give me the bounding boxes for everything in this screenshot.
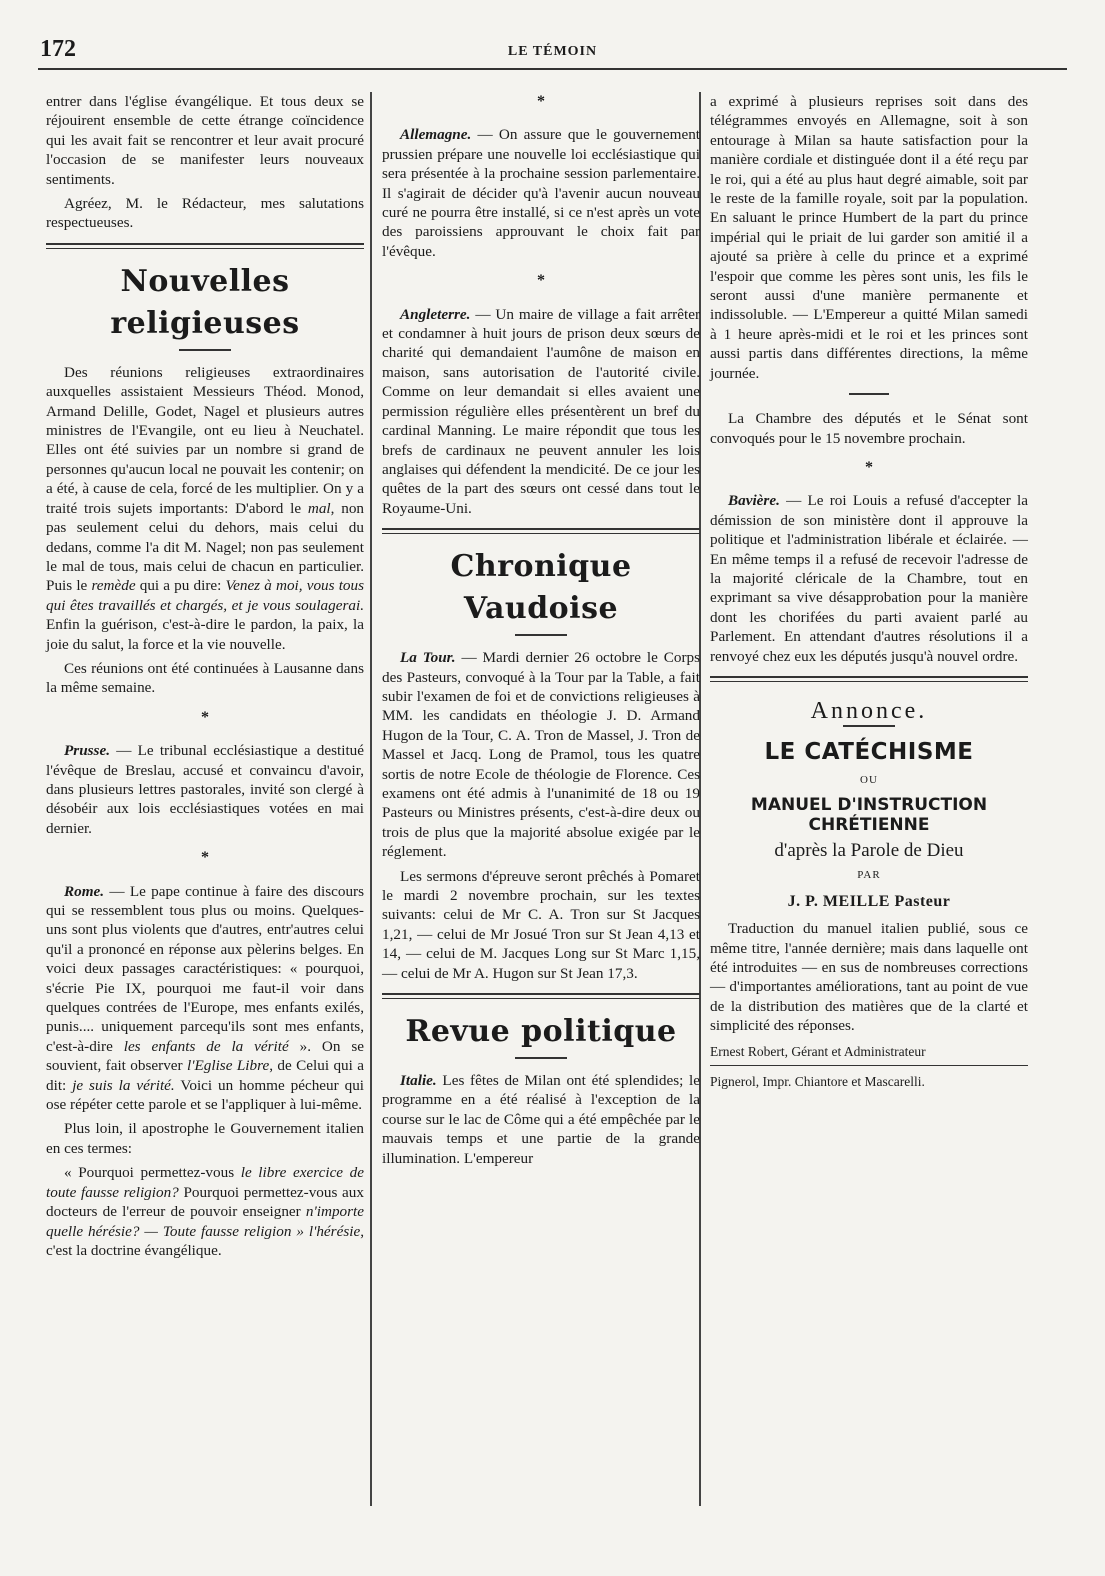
column-1 bbox=[46, 92, 364, 1265]
article-chambre: La Chambre des députés et le Sénat sont convoqués pour le 15 novembre prochain. bbox=[710, 410, 1028, 447]
article-rome-3: « Pourquoi permettez-vous le libre exercice de toute fausse religion? Pourquoi permettez-vous aux docteurs de l'erreur de pouvoir enseigner n'importe quelle hérésie? — Toute fausse religion » l'hérésie, c'est la doctrine évangélique. bbox=[46, 1164, 365, 1259]
section-title-annonce: Annonce. bbox=[810, 697, 928, 724]
separator-asterisk: * bbox=[537, 272, 545, 290]
ad-author: J. P. MEILLE Pasteur bbox=[787, 892, 951, 910]
ad-par: PAR bbox=[857, 869, 881, 882]
article-sermons: Les sermons d'épreuve seront prêchés à Pomaret le mardi 2 novembre prochain, sur les textes suivants: celui de Mr C. A. Tron sur St Jacques 1,21, — celui de Mr Josué Tron sur St Jean 4,13 et 14, — celui de M. Jacques Long sur St Marc 1,15, — celui de Mr A. Hugon sur St Jean 17,3. bbox=[382, 867, 700, 982]
separator-dash bbox=[849, 393, 889, 395]
column-2 bbox=[382, 92, 700, 1173]
article-rome: Rome. — Le pape continue à faire des discours qui se ressemblent tous plus ou moins. Quelques-uns sont plus violents que d'autres, entr'autres celui qu'il a prononcé en réponse aux pèlerins belges. En voici deux passages caractéristiques: « pourquoi, s'écrie Pie IX, pourquoi me faut-il voir dans quelques contrées de l'Europe, mes enfants exilés, punis.... uniquement parcequ'ils sont mes enfants, c'est-à-dire les enfants de la vérité ». On se souvient, fait observer l'Eglise Libre, de Celui qui a dit: je suis la vérité. Voici un homme pécheur qui ose répéter cette parole et se l'appliquer à lui-même. bbox=[46, 882, 365, 1114]
printer-imprint: Pignerol, Impr. Chiantore et Mascarelli. bbox=[710, 1065, 1028, 1091]
section-rule bbox=[382, 993, 700, 999]
keyword-la-tour: La Tour. bbox=[400, 649, 456, 667]
page-number: 172 bbox=[40, 36, 76, 62]
page-header bbox=[38, 30, 1067, 70]
keyword-allemagne: Allemagne. bbox=[400, 126, 472, 144]
separator-asterisk: * bbox=[201, 708, 209, 726]
ad-book-title: LE CATÉCHISME bbox=[764, 739, 974, 766]
section-title-chronique: Chronique Vaudoise bbox=[450, 549, 632, 627]
article-italie-cont: a exprimé à plusieurs reprises soit dans des télégrammes envoyés en Allemagne, soit à son entourage à Milan sa haute satisfaction pour la manière cordiale et distinguée dont il a été reçu par le roi, qui a été au plus haut degré aimable, soit par le reste de la famille royale, soit par la population. En saluant le prince Humbert de la part du prince impérial qui le priait de lui garder son amitié il a ajouté sa prière à celle du prince et a exprimé l'espoir que comme les pères sont unis, les fils le seront aussi d'une manière permanente et indissoluble. — L'Empereur a quitté Milan samedi à 1 heure après-midi et le roi et les princes sont aussi partis dans différentes directions, la même journée. bbox=[710, 93, 1028, 382]
header-rule bbox=[38, 68, 1067, 70]
ad-book-subtitle: d'après la Parole de Dieu bbox=[774, 840, 964, 861]
letter-closing: Agréez, M. le Rédacteur, mes salutations respectueuses. bbox=[46, 195, 364, 232]
title-rule bbox=[515, 1057, 567, 1059]
section-rule bbox=[382, 528, 700, 534]
section-rule bbox=[46, 243, 364, 249]
ad-book-title-2: MANUEL D'INSTRUCTION CHRÉTIENNE bbox=[750, 795, 988, 835]
article-la-tour: La Tour. — Mardi dernier 26 octobre le Corps des Pasteurs, convoqué à la Tour par la Table, a fait subir l'examen de foi et de convictions religieuses à MM. les candidats en théologie J. D. Armand Hugon de la Tour, C. A. Tron de Massel, J. Tron de Massel et Jacq. Long de Pramol, tous les quatre sortis de notre Ecole de théologie de Florence. Ces examens ont été admis à l'unanimité de 18 ou 19 Pasteurs ou Ministres présents, c'est-à-dire deux ou trois de plus que la majorité absolue exigée par le réglement. bbox=[382, 649, 701, 861]
ad-description: Traduction du manuel italien publié, sous ce même titre, l'année dernière; mais dans laquelle ont été introduites — en sus de nombreuses corrections — d'importantes améliorations, tant au point de vue de la distribution des matières que de la clarté et simplicité des réponses. bbox=[710, 920, 1028, 1035]
section-title-revue: Revue politique bbox=[405, 1014, 677, 1050]
separator-asterisk: * bbox=[865, 458, 873, 476]
publisher-signature: Ernest Robert, Gérant et Administrateur bbox=[710, 1043, 926, 1059]
keyword-angleterre: Angleterre. bbox=[400, 305, 471, 323]
article-rome-2: Plus loin, il apostrophe le Gouvernement italien en ces termes: bbox=[46, 1120, 364, 1157]
article-angleterre: Angleterre. — Un maire de village a fait arrêter et condamner à huit jours de prison deux sœurs de charité qui demandaient l'aumône de maison en maison, sans autorisation de l'autorité civile. Comme on leur demandait si elles avaient une permission régulière elles présentèrent un bref du cardinal Manning. Le maire répondit que tous les brefs de cardinaux ne peuvent annuler les lois anglaises qui défendent la mendicité. De ce jour les quêtes de la part des sœurs ont cessé dans tout le Royaume-Uni. bbox=[382, 305, 701, 517]
article-reunions: Des réunions religieuses extraordinaires auxquelles assistaient Messieurs Théod. Monod, Armand Delille, Godet, Nagel et plusieurs autres ministres de l'Evangile, ont eu lieu à Neuchatel. Elles ont été suivies par un nombre si grand de personnes qu'aucun local ne pouvait les contenir; on a été, à cause de cela, forcé de les multiplier. On y a traité trois sujets importants: D'abord le mal, non pas seulement celui du dehors, mais celui du dedans, comme l'a dit M. Nagel; non pas seulement le mal de tous, mais celui de chacun en particulier. Puis le remède qui a pu dire: Venez à moi, vous tous qui êtes travaillés et chargés, et je vous soulagerai. Enfin la guérison, c'est-à-dire le pardon, la paix, la joie du salut, la force et la vie nouvelle. bbox=[46, 363, 365, 653]
article-baviere: Bavière. — Le roi Louis a refusé d'accepter la démission de son ministère dont il approuve la politique et l'administration libérale et éclairée. — En même temps il a refusé de recevoir l'adresse de la majorité cléricale de la Chambre, tout en exprimant sa vive désapprobation pour la manière dont les chorifées du parti avaient parlé au Parlement. En attendant d'autres résolutions il a renvoyé chez eux les députés jusqu'à nouvel ordre. bbox=[710, 492, 1028, 665]
column-divider bbox=[370, 92, 372, 1506]
separator-asterisk: * bbox=[537, 93, 545, 110]
keyword-prusse: Prusse. bbox=[64, 742, 110, 760]
keyword-baviere: Bavière. bbox=[728, 492, 780, 510]
ad-ou: OU bbox=[860, 773, 878, 786]
title-rule bbox=[515, 634, 567, 636]
article-prusse: Prusse. — Le tribunal ecclésiastique a destitué l'évêque de Breslau, accusé et convaincu d'avoir, dans plusieurs lettres pastorales, invité son clergé à désobéir aux lois ecclésiastiques votées en mai dernier. bbox=[46, 742, 365, 837]
section-rule bbox=[710, 676, 1028, 682]
keyword-rome: Rome. bbox=[64, 882, 105, 900]
keyword-italie: Italie. bbox=[400, 1072, 437, 1090]
title-rule bbox=[843, 725, 895, 727]
separator-asterisk: * bbox=[201, 849, 209, 867]
section-title-nouvelles: Nouvelles religieuses bbox=[110, 263, 300, 341]
title-rule bbox=[179, 349, 231, 351]
article-allemagne: Allemagne. — On assure que le gouvernement prussien prépare une nouvelle loi ecclésiastique qui sera présentée à la prochaine session parlementaire. Il s'agirait de décider qu'à l'avenir aucun nouveau curé ne pourra être installé, si ce n'est après un vote des paroissiens approuvant le choix fait par l'évêque. bbox=[382, 126, 701, 260]
article-italie: Italie. Les fêtes de Milan ont été splendides; le programme en a été réalisé à l'exception de la course sur le lac de Côme qui a été empêchée par le mauvais temps et une partie de la grande illumination. L'empereur bbox=[382, 1072, 701, 1167]
letter-end: entrer dans l'église évangélique. Et tous deux se réjouirent ensemble de cette étrange coïncidence qui les avait fait se rencontrer et leur avait procuré l'occasion de se manifester leurs nouveaux sentiments. bbox=[46, 93, 364, 188]
journal-title: LE TÉMOIN bbox=[507, 44, 598, 59]
column-3 bbox=[710, 92, 1028, 1091]
article-lausanne: Ces réunions ont été continuées à Lausanne dans la même semaine. bbox=[46, 659, 364, 697]
